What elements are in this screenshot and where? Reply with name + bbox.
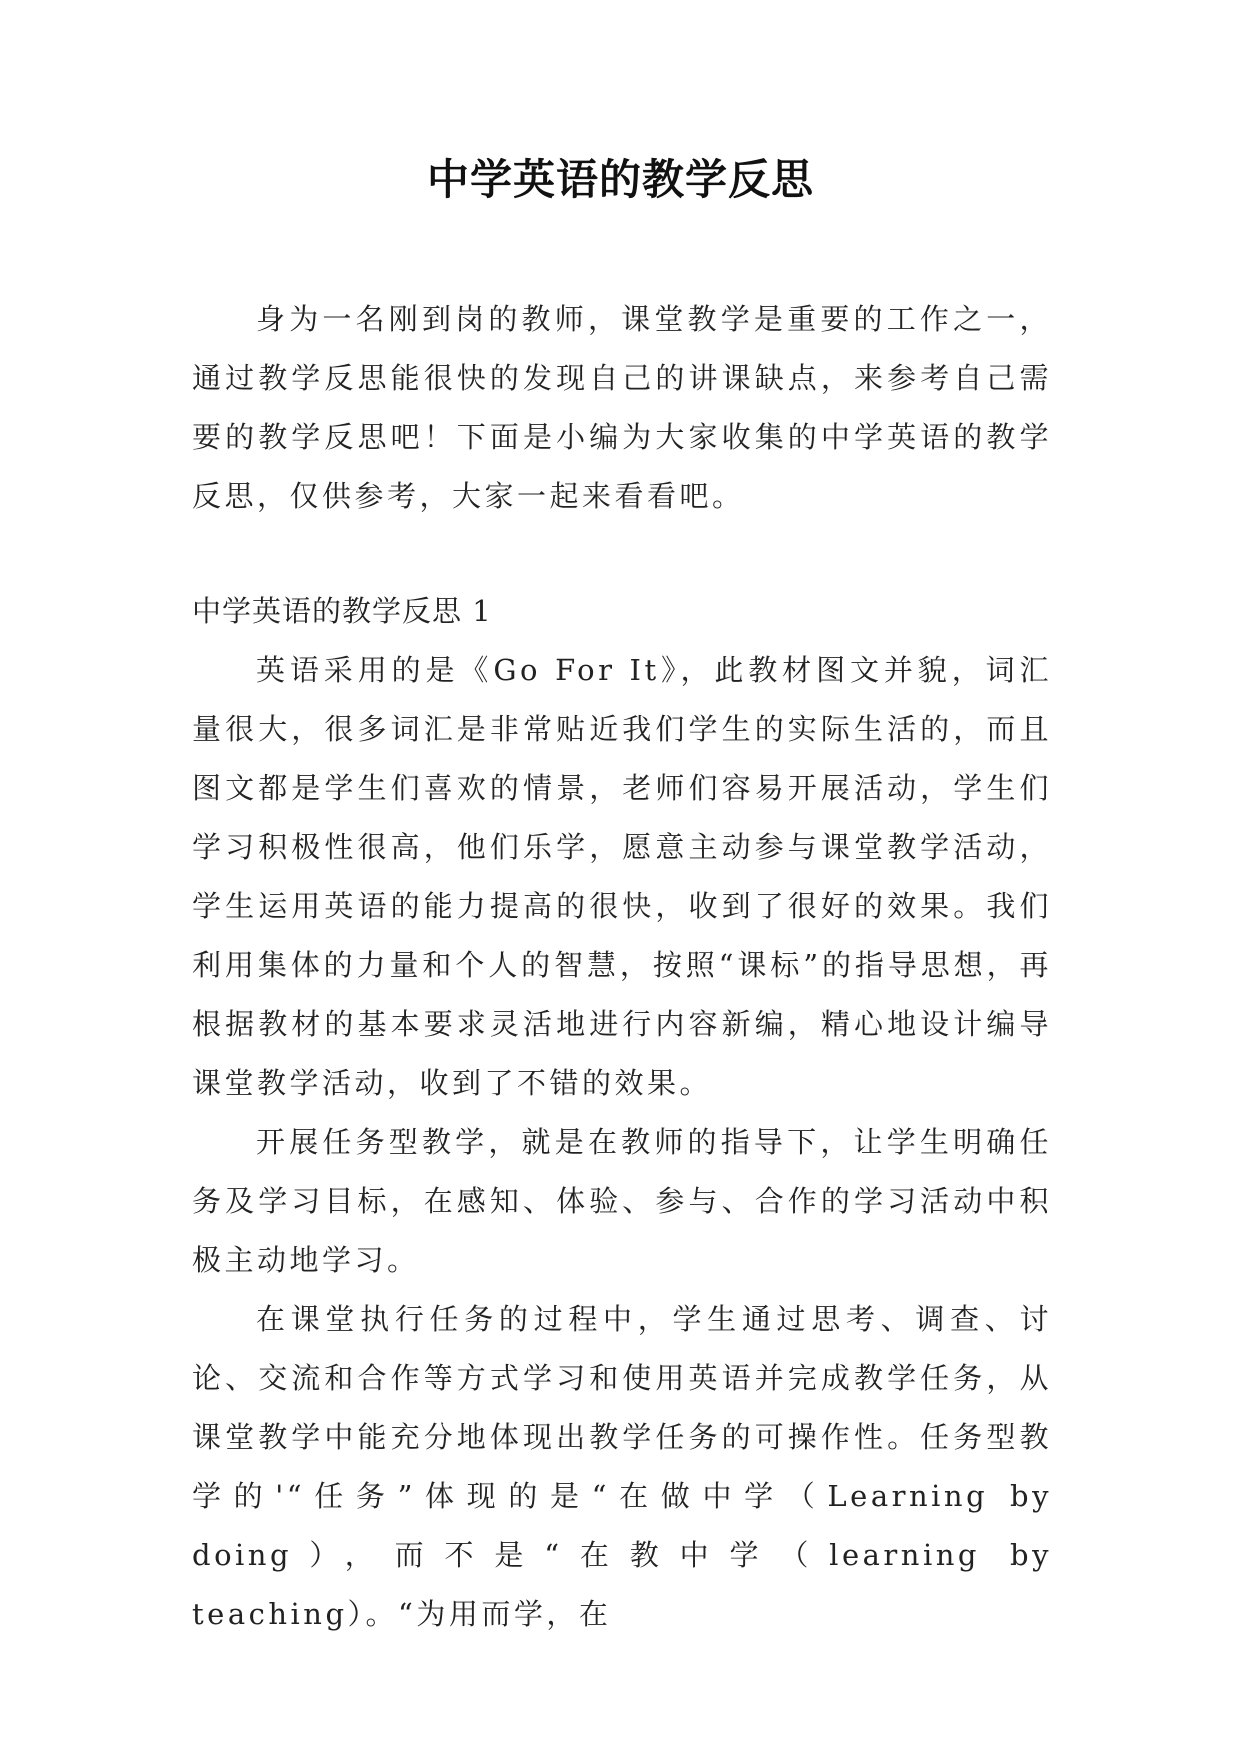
body-paragraph: 英语采用的是《Go For It》，此教材图文并貌，词汇量很大，很多词汇是非常贴近我们学生的实际生活的，而且图文都是学生们喜欢的情景，老师们容易开展活动，学生们学习积极性很高，他们乐学，愿意主动参与课堂教学活动，学生运用英语的能力提高的很快，收到了很好的效果。我们利用集体的力量和个人的智慧，按照“课标”的指导思想，再根据教材的基本要求灵活地进行内容新编，精心地设计编导课堂教学活动，收到了不错的效果。	[192, 653, 1052, 1100]
intro-paragraph: 身为一名刚到岗的教师，课堂教学是重要的工作之一，通过教学反思能很快的发现自己的讲课缺点，来参考自己需要的教学反思吧！下面是小编为大家收集的中学英语的教学反思，仅供参考，大家一起来看看吧。	[192, 302, 1052, 513]
section-heading: 中学英语的教学反思 1	[192, 594, 492, 628]
body-paragraph: 在课堂执行任务的过程中，学生通过思考、调查、讨论、交流和合作等方式学习和使用英语并完成教学任务，从课堂教学中能充分地体现出教学任务的可操作性。任务型教学的'“任务”体现的是“在做中学（Learning by doing），而不是“在教中学（learning by teaching）。“为用而学，在	[192, 1302, 1052, 1631]
document-title: 中学英语的教学反思	[426, 155, 814, 204]
body-paragraph: 开展任务型教学，就是在教师的指导下，让学生明确任务及学习目标，在感知、体验、参与、合作的学习活动中积极主动地学习。	[192, 1125, 1052, 1277]
document-body	[192, 290, 1052, 1644]
